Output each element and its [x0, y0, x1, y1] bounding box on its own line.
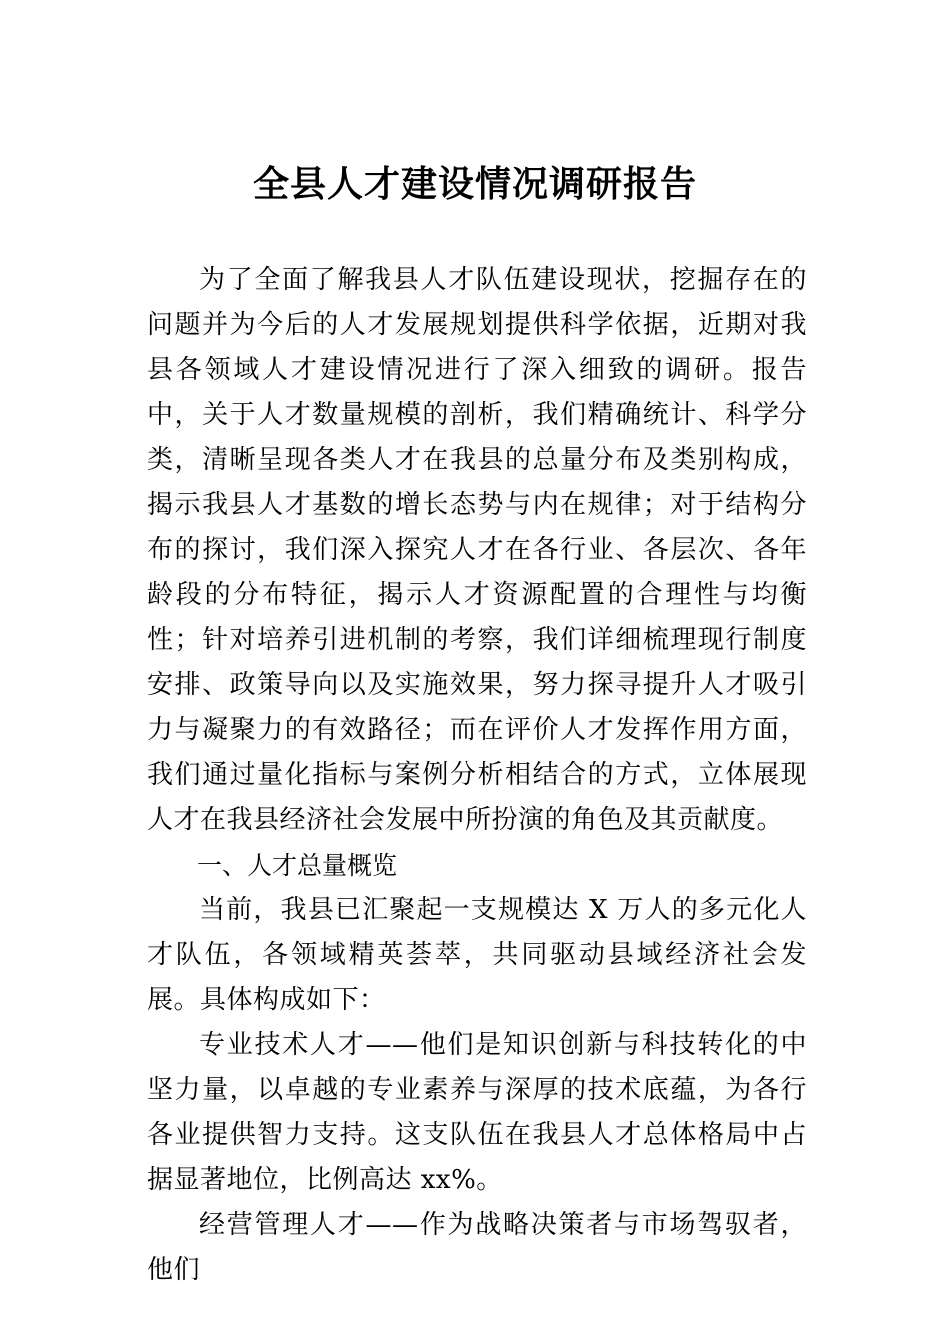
section-heading-talent-overview: 一、人才总量概览 [197, 851, 398, 880]
intro-paragraph: 为了全面了解我县人才队伍建设现状，挖掘存在的问题并为今后的人才发展规划提供科学依据，近期对我县各领域人才建设情况进行了深入细致的调研。报告中，关于人才数量规模的剖析，我们精确统计、科学分类，清晰呈现各类人才在我县的总量分布及类别构成，揭示我县人才基数的增长态势与内在规律；对于结构分布的探讨，我们深入探究人才在各行业、各层次、各年龄段的分布特征，揭示人才资源配置的合理性与均衡性；针对培养引进机制的考察，我们详细梳理现行制度安排、政策导向以及实施效果，努力探寻提升人才吸引力与凝聚力的有效路径；而在评价人才发挥作用方面，我们通过量化指标与案例分析相结合的方式，立体展现人才在我县经济社会发展中所扮演的角色及其贡献度。 [147, 265, 807, 835]
page-title: 全县人才建设情况调研报告 [252, 163, 697, 205]
paragraph-talent-total: 当前，我县已汇聚起一支规模达 X 万人的多元化人才队伍，各领域精英荟萃，共同驱动县域经济社会发展。具体构成如下： [147, 895, 807, 1015]
document-body [147, 258, 807, 1293]
paragraph-business-management-talent: 经营管理人才——作为战略决策者与市场驾驭者，他们 [147, 1210, 807, 1285]
paragraph-professional-technical-talent: 专业技术人才——他们是知识创新与科技转化的中坚力量，以卓越的专业素养与深厚的技术底蕴，为各行各业提供智力支持。这支队伍在我县人才总体格局中占据显著地位，比例高达 xx%。 [147, 1030, 807, 1195]
